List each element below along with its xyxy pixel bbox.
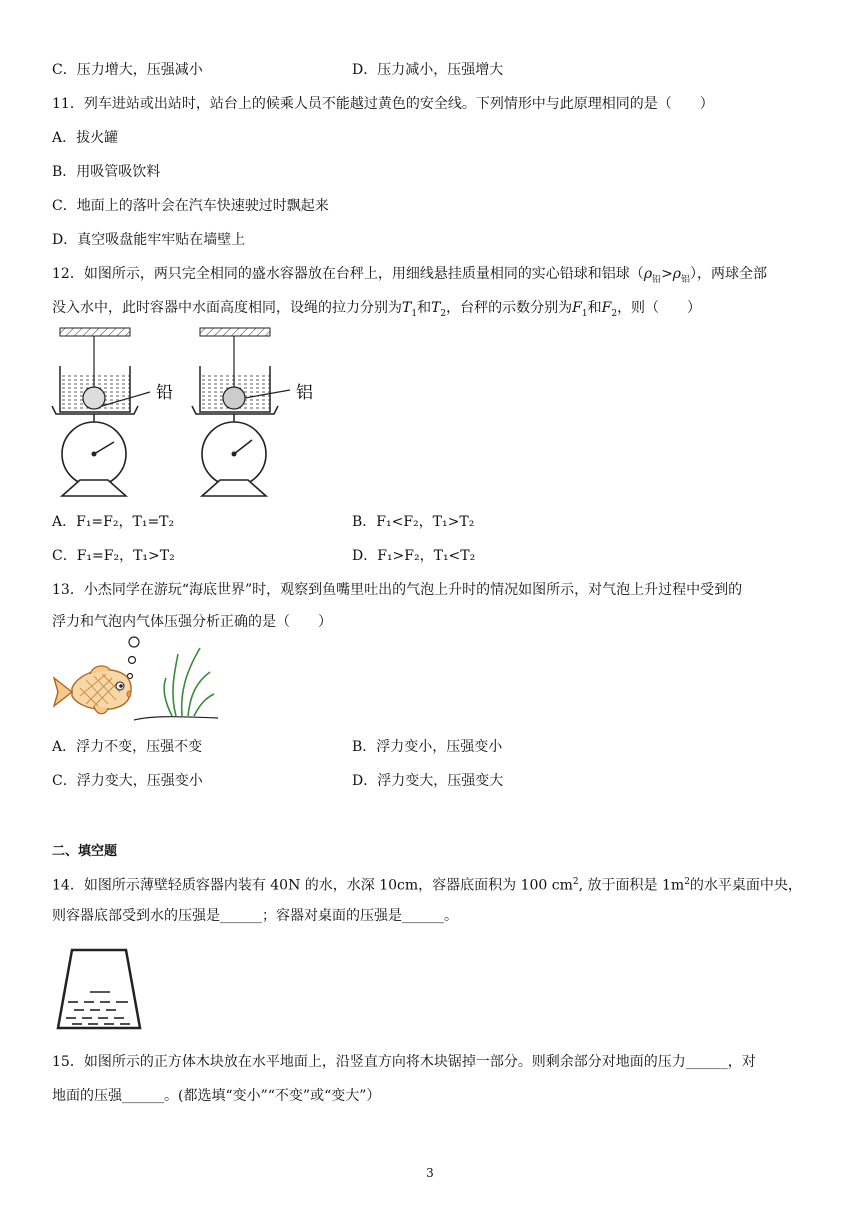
q13-stem-line2: 浮力和气泡内气体压强分析正确的是（ ） [52, 614, 332, 630]
right-apparatus [192, 328, 290, 496]
q12-stem-line1: 12．如图所示，两只完全相同的盛水容器放在台秤上，用细线悬挂质量相同的实心铅球和铝球$(\rho_铅>\rho_铝)$，两球全部 [52, 266, 768, 285]
aluminium-ball [223, 387, 245, 409]
q13-option-d: D．浮力变大，压强变大 [352, 773, 504, 789]
seaweed-icon [164, 648, 214, 716]
bubble-large [129, 637, 139, 647]
q11-option-a: A．拔火罐 [52, 130, 119, 146]
q14-container-figure [54, 946, 144, 1032]
q10-option-c: C．压力增大，压强减小 [52, 62, 203, 78]
left-apparatus [52, 328, 150, 496]
left-ceiling-hatch [60, 328, 130, 336]
q12-option-d: D．F₁>F₂，T₁<T₂ [352, 548, 476, 564]
left-scale-base [62, 480, 126, 496]
q14-stem-line2: 则容器底部受到水的压强是______；容器对桌面的压强是______。 [52, 908, 458, 924]
q12-option-c: C．F₁=F₂，T₁>T₂ [52, 548, 175, 564]
q11-option-d: D．真空吸盘能牢牢贴在墙壁上 [52, 232, 246, 248]
right-scale-base [202, 480, 266, 496]
q13-stem-line1: 13．小杰同学在游玩“海底世界”时，观察到鱼嘴里吐出的气泡上升时的情况如图所示，对气泡上升过程中受到的 [52, 582, 743, 598]
q12-option-b: B．F₁<F₂，T₁>T₂ [352, 514, 475, 530]
lead-ball [83, 387, 105, 409]
q14-stem-line1: 14．如图所示薄壁轻质容器内装有 40N 的水，水深 10cm，容器底面积为 100 $cm^2$, 放于面积是 $1m^2$的水平桌面中央， [52, 877, 802, 894]
q13-option-c: C．浮力变大，压强变小 [52, 773, 203, 789]
lead-label: 铅 [156, 383, 173, 403]
page-number: 3 [426, 1166, 434, 1180]
q11-stem: 11．列车进站或出站时，站台上的候乘人员不能越过黄色的安全线。下列情形中与此原理相同的是（ ） [52, 96, 714, 112]
q13-option-a: A．浮力不变，压强不变 [52, 739, 203, 755]
q13-fish-figure [50, 634, 222, 726]
q15-stem-line2: 地面的压强______。(都选填“变小”“不变”或“变大”） [52, 1088, 381, 1104]
aluminium-label: 铝 [296, 383, 313, 403]
trapezoid-container [58, 950, 140, 1028]
q13-option-b: B．浮力变小，压强变小 [352, 739, 503, 755]
q15-stem-line1: 15．如图所示的正方体木块放在水平地面上，沿竖直方向将木块锯掉一部分。则剩余部分对地面的压力______，对 [52, 1054, 756, 1070]
q11-option-c: C．地面上的落叶会在汽车快速驶过时飘起来 [52, 198, 329, 214]
fish-icon [54, 666, 131, 714]
bubble-medium [129, 657, 136, 664]
q12-scales-figure [50, 326, 340, 504]
section-heading: 二、填空题 [52, 844, 118, 859]
q10-option-d: D．压力减小，压强增大 [352, 62, 504, 78]
seabed-line [134, 717, 218, 720]
q11-option-b: B．用吸管吸饮料 [52, 164, 161, 180]
q12-stem-line2: 没入水中，此时容器中水面高度相同，设绳的拉力分别为$T_1$和$T_2$，台秤的示数分别为$F_1$和$F_2$，则（ ） [52, 300, 702, 319]
q12-option-a: A．F₁=F₂，T₁=T₂ [52, 514, 175, 530]
right-ceiling-hatch [200, 328, 270, 336]
